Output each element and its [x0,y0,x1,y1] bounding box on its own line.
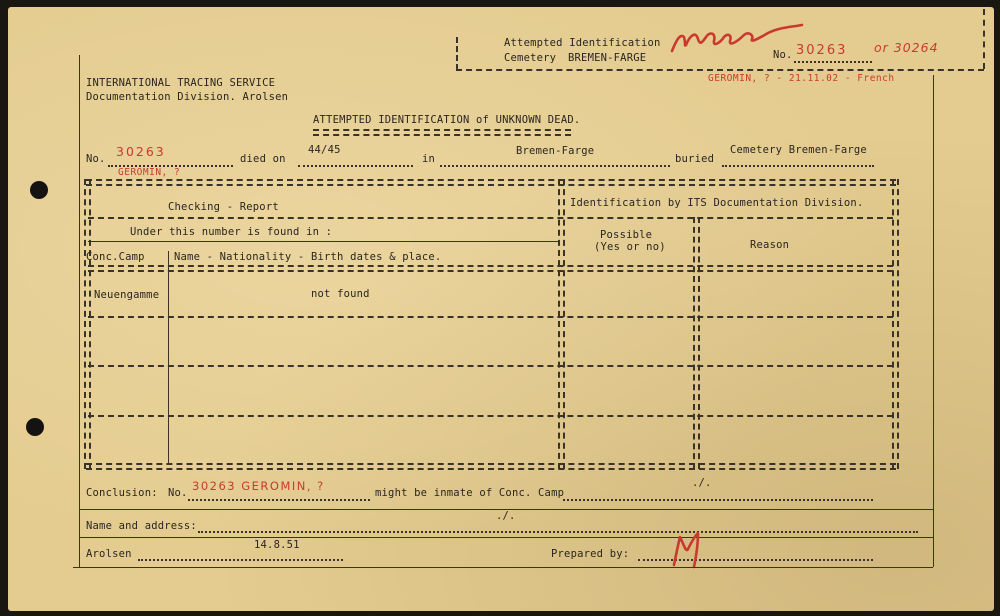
in-dotline [440,165,670,167]
col-header-reason: Reason [750,239,790,251]
buried-dotline [722,165,874,167]
record-name-value: GEROMIN, ? [118,167,181,178]
punch-hole-top [30,181,48,199]
footer-place: Arolsen [86,548,132,560]
form-bottom-border [73,567,933,568]
footer-date: 14.8.51 [254,539,300,551]
header-no-value: 30263 [796,43,848,58]
conclusion-no-dotline [188,499,370,501]
name-address-separator [79,537,933,538]
conclusion-label: Conclusion: [86,487,158,499]
buried-value: Cemetery Bremen-Farge [730,144,867,156]
table-left-border [84,179,91,469]
conclusion-camp-value: ./. [692,477,712,489]
index-card [8,7,994,611]
org-division: Documentation Division. Arolsen [86,91,289,103]
table-header-bottom-line [88,265,893,272]
col-header-name: Name - Nationality - Birth dates & place. [174,251,442,263]
table-subheader-line [88,217,893,219]
table-divider-main [558,179,565,469]
header-box-bottom-border [456,69,984,71]
prepared-by-label: Prepared by: [551,548,630,560]
header-box-right-border [983,9,985,69]
checking-report-heading: Checking - Report [168,201,279,213]
buried-label: buried [675,153,715,165]
conclusion-no-value: 30263 GEROMIN, ? [192,479,325,493]
table-row-line-3 [88,415,893,417]
table-row-line-1 [88,316,893,318]
form-right-border [933,75,934,567]
conclusion-text: might be inmate of Conc. Camp [375,487,565,499]
col-header-possible-line2: (Yes or no) [594,241,666,253]
row-details-value: not found [311,288,370,300]
header-no-label: No. [773,49,793,61]
punch-hole-bottom [26,418,44,436]
table-right-border [892,179,899,469]
under-number-heading: Under this number is found in : [130,226,333,238]
table-bottom-border [86,463,896,470]
died-on-value: 44/45 [308,144,341,156]
attempted-identification-label: Attempted Identification [504,37,661,49]
conclusion-camp-dotline [563,499,873,501]
handwritten-initial-signature [668,527,708,571]
table-divider-possible [693,217,700,469]
footer-date-dotline [138,559,343,561]
in-value: Bremen-Farge [516,145,595,157]
header-no-alt: or 30264 [874,40,939,55]
in-label: in [422,153,436,165]
under-number-underline [88,241,558,242]
page-title: ATTEMPTED IDENTIFICATION of UNKNOWN DEAD. [313,114,581,126]
header-subject-line: GEROMIN, ? - 21.11.02 - French [708,73,895,84]
col-header-possible-line1: Possible [600,229,653,241]
name-address-label: Name and address: [86,520,197,532]
table-divider-camp [168,251,169,463]
conclusion-no-label: No. [168,487,188,499]
table-row-line-2 [88,365,893,367]
row-camp-value: Neuengamme [94,289,160,301]
org-name: INTERNATIONAL TRACING SERVICE [86,77,276,89]
name-address-value: ./. [496,510,516,522]
header-cemetery-label: Cemetery [504,52,557,64]
col-header-camp: Conc.Camp [86,251,145,263]
died-on-dotline [298,165,413,167]
table-top-border [86,179,896,186]
form-left-border [79,55,80,567]
header-box-left-border [456,37,458,70]
its-identification-heading: Identification by ITS Documentation Division. [570,197,864,209]
name-address-dotline [198,531,918,533]
died-on-label: died on [240,153,286,165]
record-no-label: No. [86,153,106,165]
title-underline [313,129,571,136]
header-no-dotline [794,61,872,63]
header-cemetery-value: BREMEN-FARGE [568,52,647,64]
record-no-value: 30263 [116,144,166,159]
